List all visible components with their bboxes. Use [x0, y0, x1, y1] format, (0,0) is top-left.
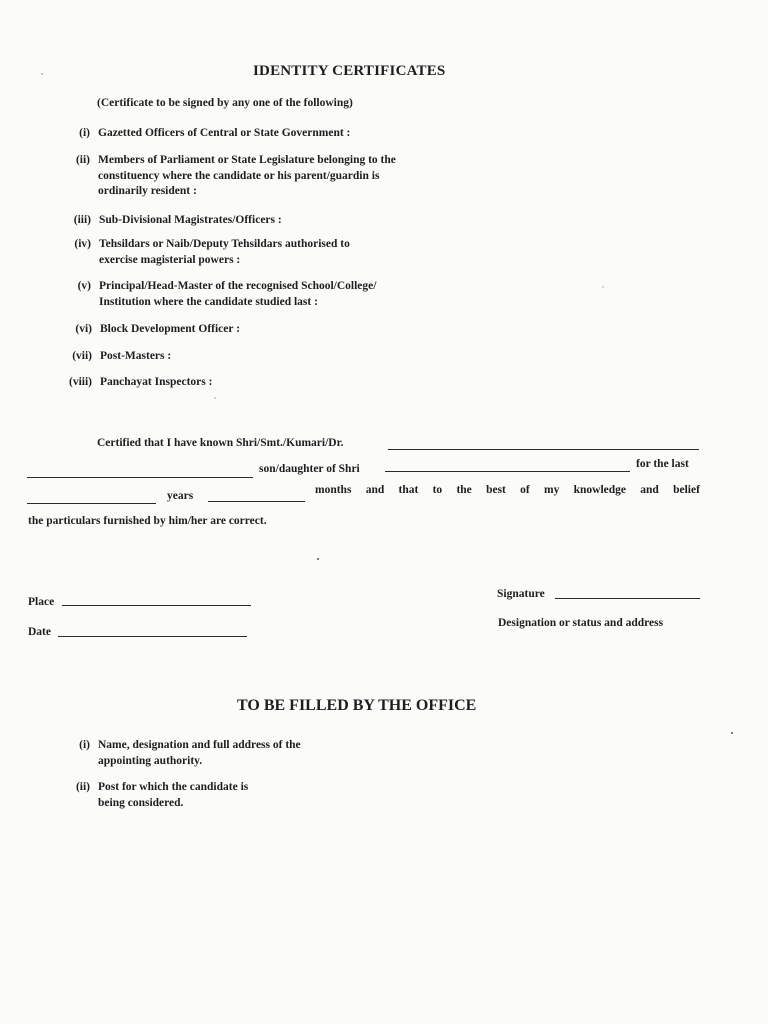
scan-speck [41, 73, 43, 75]
months-word: months [315, 484, 352, 496]
for-the-last-label: for the last [636, 458, 689, 470]
candidate-name-continued-field[interactable] [27, 477, 253, 478]
list-item-text: exercise magisterial powers : [99, 253, 241, 266]
months-word: and [365, 484, 385, 496]
months-word: of [520, 484, 530, 496]
years-field[interactable] [27, 503, 156, 504]
list-item-number: (vii) [72, 350, 92, 362]
years-label: years [167, 490, 194, 502]
list-item-text: ordinarily resident : [98, 185, 197, 197]
signature-label: Signature [497, 588, 545, 600]
place-field[interactable] [62, 605, 251, 606]
list-item-number: (i) [79, 127, 90, 139]
months-field[interactable] [208, 501, 305, 502]
list-item-text: Sub-Divisional Magistrates/Officers : [99, 214, 282, 226]
list-item-text: Members of Parliament or State Legislature belonging to the [98, 154, 396, 166]
list-item-number: (viii) [69, 376, 92, 388]
months-word: knowledge [573, 484, 627, 496]
list-item-text: Post-Masters : [100, 350, 172, 362]
son-daughter-label: son/daughter of Shri [259, 463, 360, 475]
signature-field[interactable] [555, 598, 700, 599]
list-item-number: (i) [79, 739, 90, 751]
months-word: and [640, 484, 659, 496]
list-item-number: (iv) [74, 238, 91, 250]
months-word: best [486, 484, 506, 496]
page-title: IDENTITY CERTIFICATES [253, 63, 446, 79]
months-word: the [456, 484, 472, 496]
list-item-text: Name, designation and full address of the [98, 739, 301, 751]
list-item-number: (iii) [73, 214, 91, 226]
office-section-title: TO BE FILLED BY THE OFFICE [237, 697, 477, 714]
list-item-text: Post for which the candidate is [98, 781, 249, 793]
list-item-text: constituency where the candidate or his parent/guardin is [98, 169, 380, 182]
scan-speck [317, 558, 319, 560]
list-item-text: Block Development Officer : [100, 323, 240, 335]
months-word: to [432, 484, 443, 496]
scan-speck [731, 732, 733, 734]
list-item-number: (vi) [75, 323, 92, 335]
candidate-name-field[interactable] [388, 449, 699, 450]
list-item-text: Panchayat Inspectors : [100, 376, 213, 388]
date-label: Date [28, 626, 51, 638]
list-item-number: (v) [77, 280, 91, 292]
list-item-text: being considered. [98, 796, 184, 809]
list-item-text: Gazetted Officers of Central or State Government : [98, 127, 351, 139]
page-subtitle: (Certificate to be signed by any one of the following) [97, 97, 353, 109]
date-field[interactable] [58, 636, 247, 637]
place-label: Place [28, 596, 55, 608]
list-item-text: appointing authority. [98, 754, 203, 767]
certification-line-4: the particulars furnished by him/her are correct. [28, 515, 267, 527]
months-text [315, 484, 700, 496]
designation-label: Designation or status and address [498, 617, 664, 629]
months-word: my [544, 484, 560, 496]
certification-line-1: Certified that I have known Shri/Smt./Kumari/Dr. [97, 437, 344, 449]
months-word: that [398, 484, 419, 496]
list-item-number: (ii) [75, 154, 90, 166]
list-item-text: Tehsildars or Naib/Deputy Tehsildars authorised to [99, 238, 350, 250]
list-item-text: Principal/Head-Master of the recognised School/College/ [99, 280, 377, 292]
scan-speck [214, 397, 216, 399]
father-name-field[interactable] [385, 471, 630, 472]
list-item-number: (ii) [75, 781, 90, 793]
list-item-text: Institution where the candidate studied last : [99, 295, 318, 308]
scan-speck [602, 286, 604, 288]
months-word: belief [673, 484, 700, 496]
